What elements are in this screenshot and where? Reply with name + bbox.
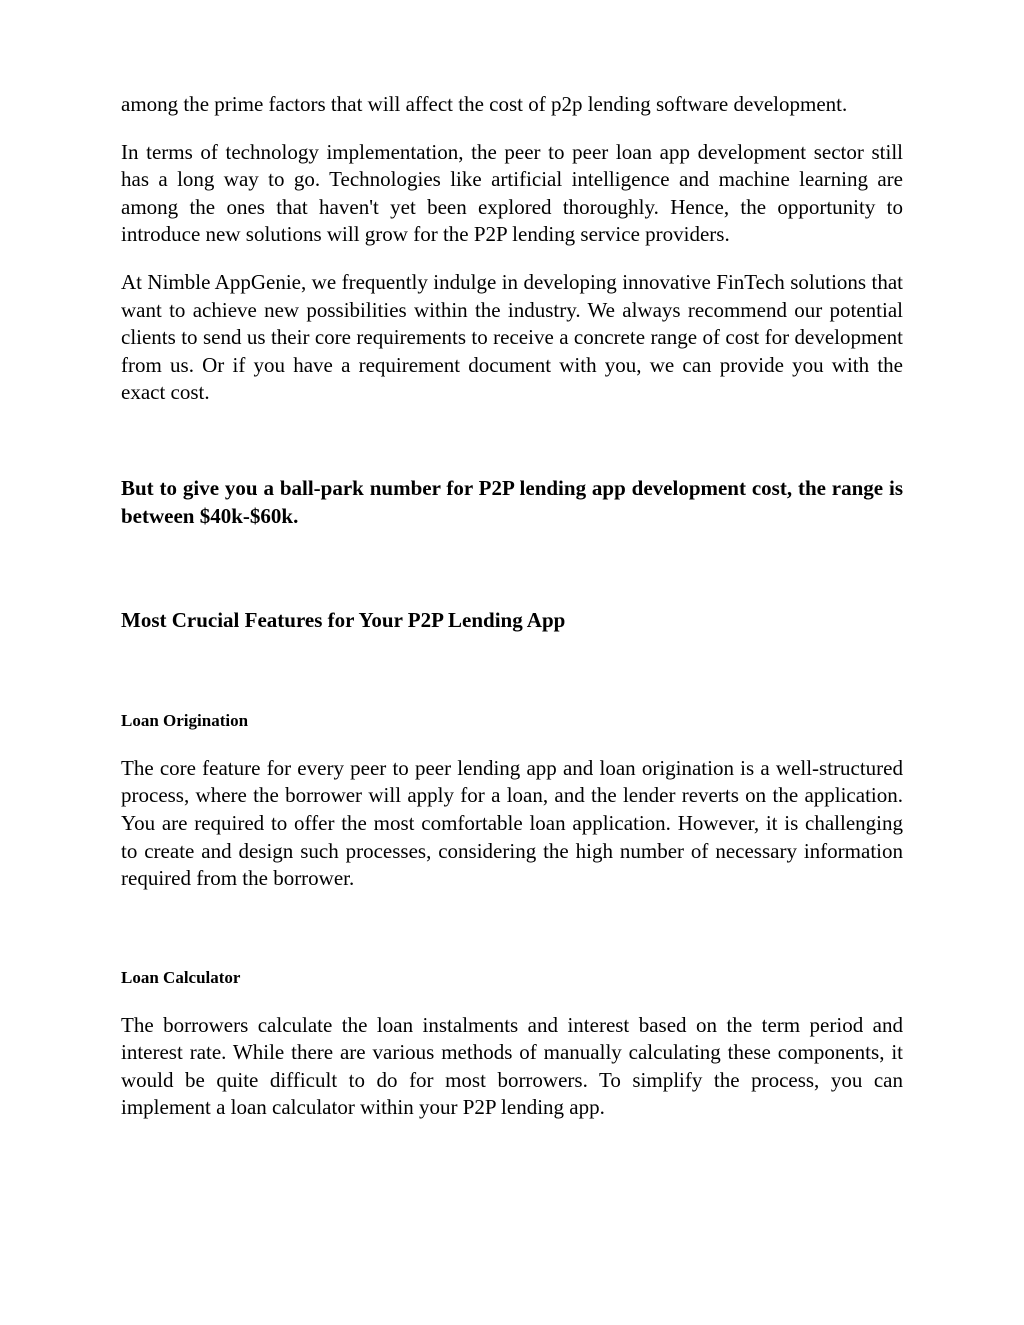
feature-body-loan-calculator: The borrowers calculate the loan instalments and interest based on the term period and interest rate. While there are various methods of manually calculating these components, it would be quite difficult to do for most borrowers. To simplify the process, you can implement a loan calculator within your P2P lending app.: [121, 1012, 903, 1120]
document-page: [121, 91, 903, 1122]
feature-heading-loan-origination: Loan Origination: [121, 710, 249, 730]
paragraph-technology: In terms of technology implementation, the peer to peer loan app development sector still has a long way to go. Technologies like artificial intelligence and machine learning are among the ones that haven't yet been explored thoroughly. Hence, the opportunity to introduce new solutions will grow for the P2P lending service providers.: [121, 139, 903, 247]
paragraph-intro-tail: among the prime factors that will affect the cost of p2p lending software development.: [121, 92, 848, 116]
feature-body-loan-origination: The core feature for every peer to peer lending app and loan origination is a well-structured process, where the borrower will apply for a loan, and the lender reverts on the application. You are required to offer the most comfortable loan application. However, it is challenging to create and design such processes, considering the high number of necessary information required from the borrower.: [121, 755, 903, 891]
paragraph-nimble: At Nimble AppGenie, we frequently indulge in developing innovative FinTech solutions that want to achieve new possibilities within the industry. We always recommend our potential clients to send us their core requirements to receive a concrete range of cost for development from us. Or if you have a requirement document with you, we can provide you with the exact cost.: [121, 269, 903, 405]
paragraph-ballpark-cost: But to give you a ball-park number for P2P lending app development cost, the range is between $40k-$60k.: [121, 475, 903, 528]
section-heading: Most Crucial Features for Your P2P Lending App: [121, 608, 566, 633]
feature-heading-loan-calculator: Loan Calculator: [121, 967, 241, 987]
